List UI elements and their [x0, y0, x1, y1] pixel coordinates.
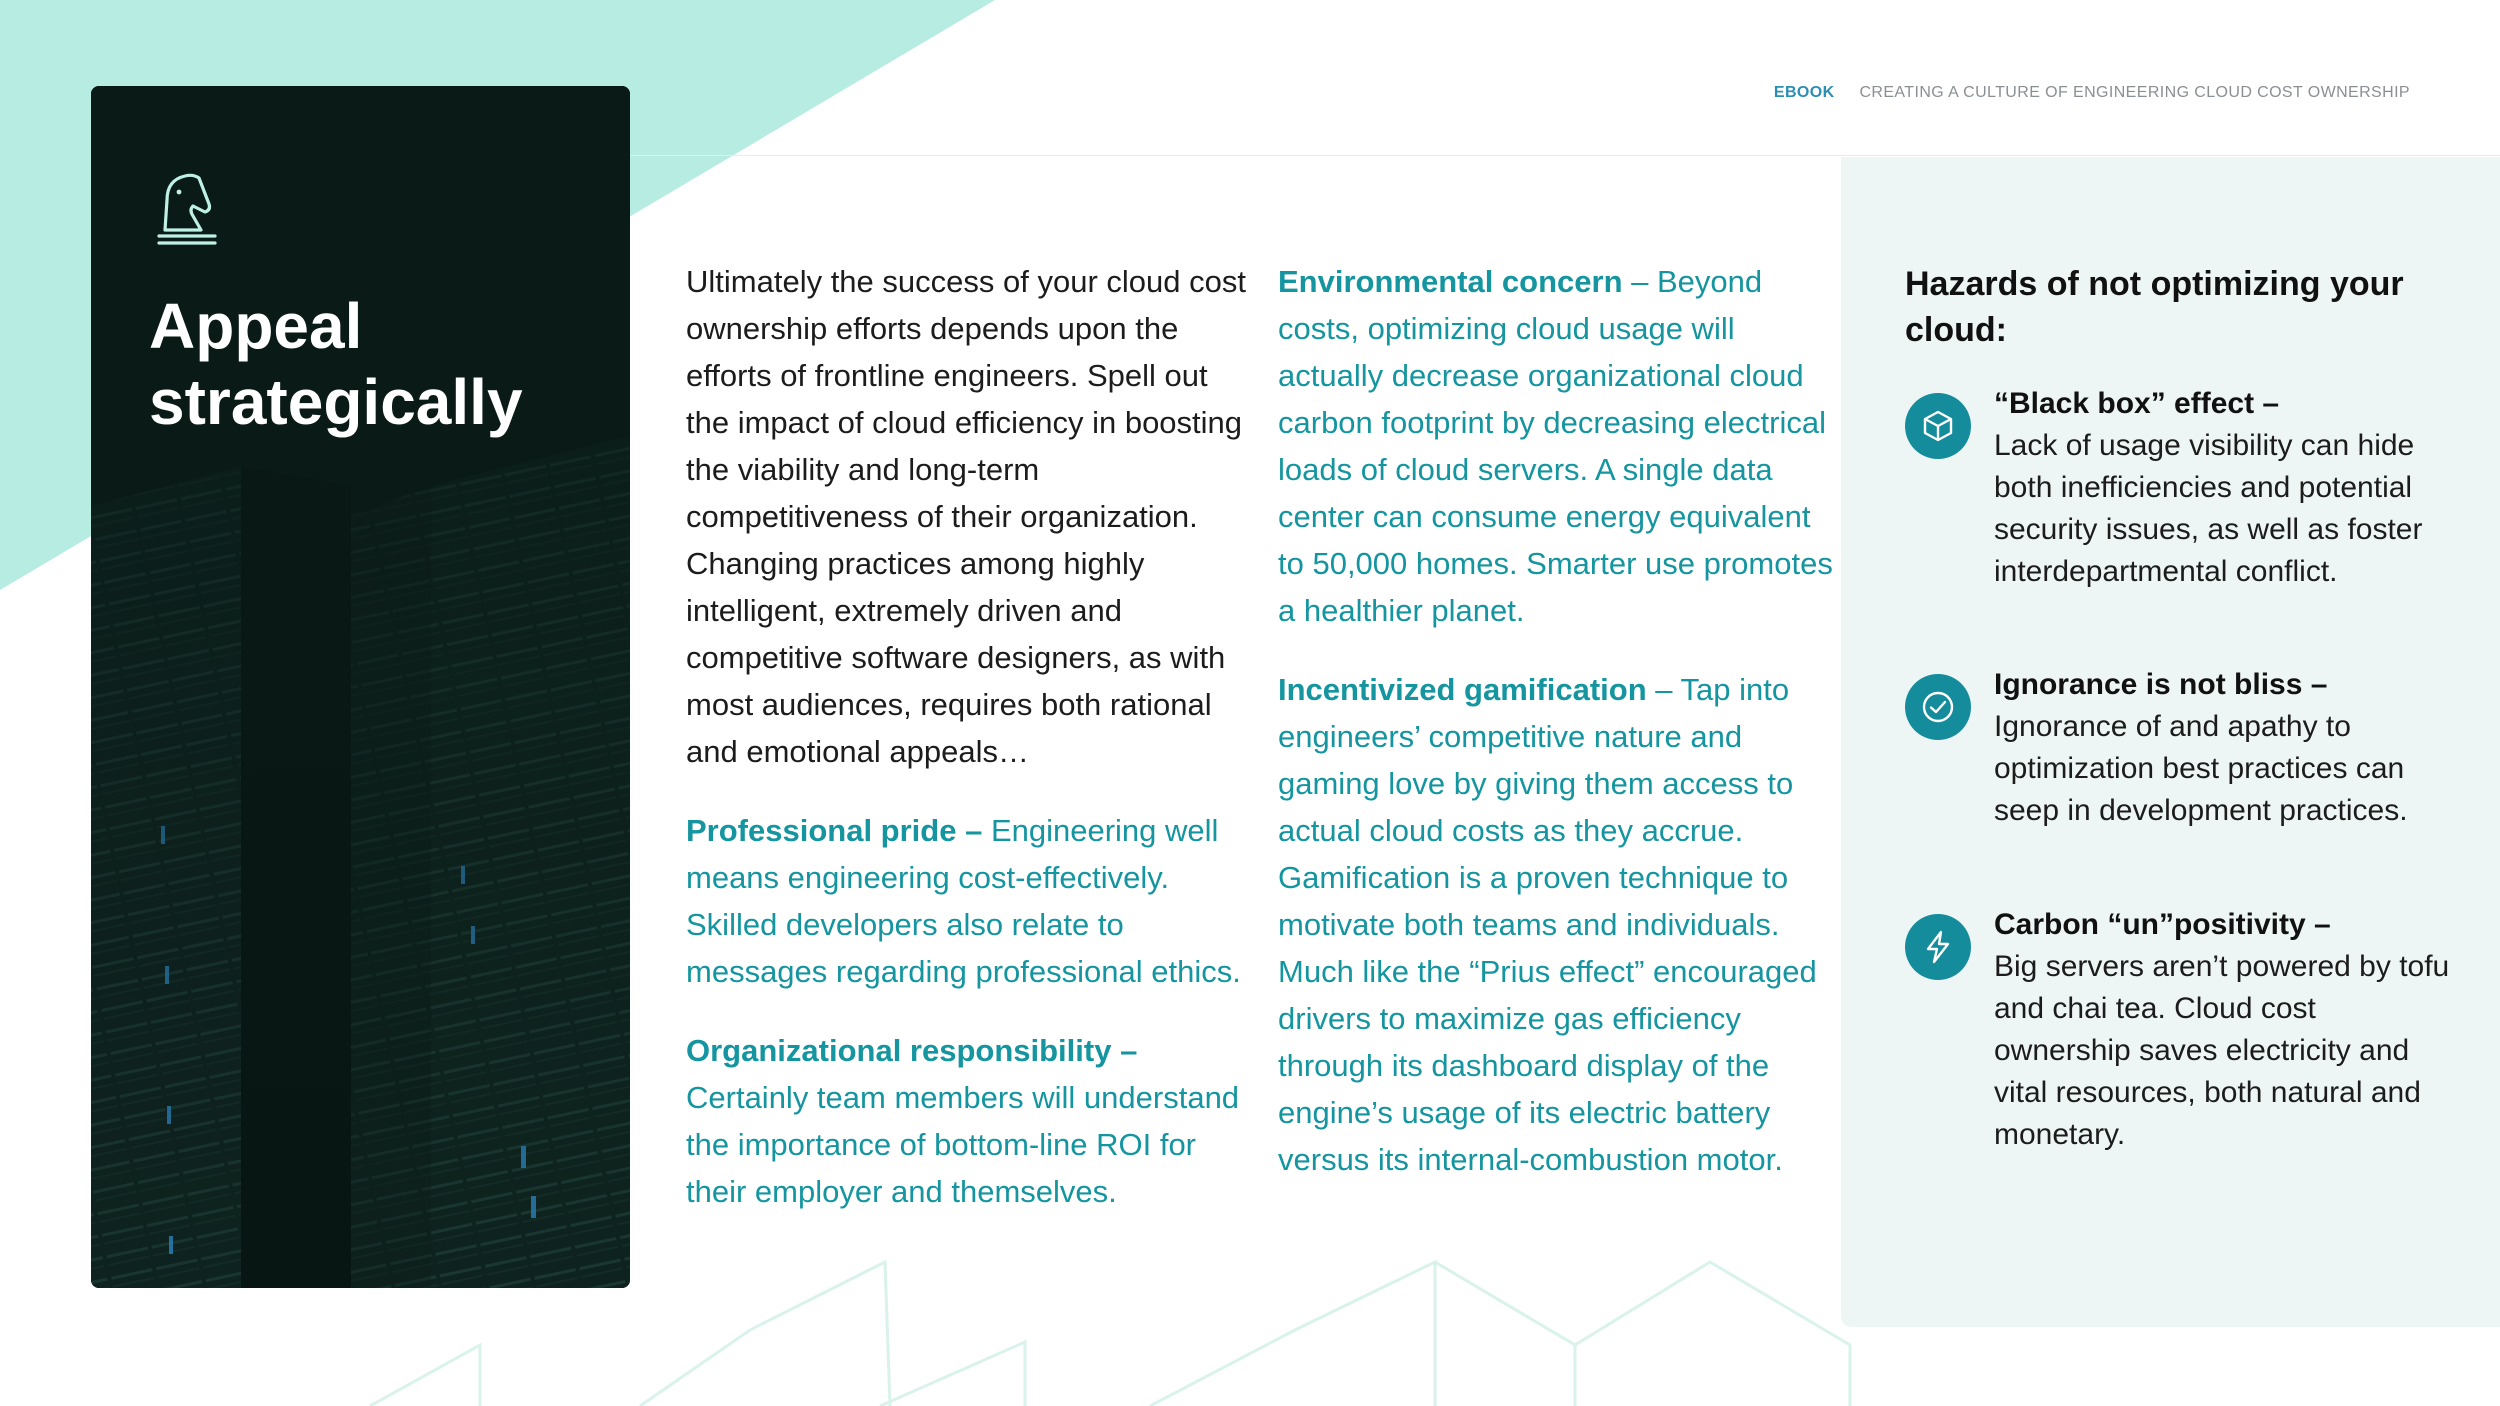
server-rack-image — [91, 86, 630, 1288]
header-divider — [630, 155, 2500, 156]
ebook-tag: EBOOK — [1773, 84, 1835, 101]
hazard-heading: Ignorance is not bliss – — [1994, 668, 2328, 701]
lightning-icon — [1905, 914, 1971, 980]
hazards-panel — [1841, 157, 2500, 1327]
hazard-body: Lack of usage visibility can hide both inefficiencies and potential security issues, as well as foster interdepartmental conflict. — [1994, 429, 2423, 588]
point-body: Certainly team members will understand the importance of bottom-line ROI for their employer and themselves. — [686, 1080, 1240, 1209]
cube-icon — [1905, 393, 1971, 459]
intro-paragraph: Ultimately the success of your cloud cost ownership efforts depends upon the efforts of frontline engineers. Spell out the impact of cloud efficiency in boosting the viability and long-term competitiveness of their organization. Changing practices among highly intelligent, extremely driven and competitive software designers, as with most audiences, requires both rational and emotional appeals… — [686, 264, 1246, 769]
publication-title: CREATING A CULTURE OF ENGINEERING CLOUD COST OWNERSHIP — [1859, 84, 2410, 101]
point-professional-pride — [686, 807, 1246, 995]
point-body: – Tap into engineers’ competitive nature and gaming love by giving them access to actual cloud costs as they accrue. Gamification is a proven technique to motivate both teams and individuals. Much like the “Prius effect” encouraged drivers to maximize gas efficiency through its dashboard display of the engine’s usage of its electric battery versus its internal-combustion motor. — [1278, 672, 1817, 1177]
hazard-heading: “Black box” effect – — [1994, 387, 2280, 420]
hazard-body: Ignorance of and apathy to optimization best practices can seep in development practices. — [1994, 710, 2408, 827]
point-body: – Beyond costs, optimizing cloud usage will actually decrease organizational cloud carbon footprint by decreasing electrical loads of cloud servers. A single data center can consume energy equivalent to 50,000 homes. Smarter use promotes a healthier planet. — [1278, 264, 1833, 628]
point-heading: Environmental concern — [1278, 264, 1623, 299]
point-organizational-responsibility — [686, 1027, 1246, 1215]
hazard-text — [1994, 383, 2454, 593]
point-heading: Incentivized gamification — [1278, 672, 1647, 707]
hazard-text — [1994, 904, 2454, 1156]
point-incentivized-gamification — [1278, 666, 1838, 1183]
section-title: Appeal strategically — [149, 290, 523, 438]
section-card — [91, 86, 630, 1288]
body-column-1 — [686, 258, 1246, 1247]
check-circle-icon — [1905, 674, 1971, 740]
point-body: Engineering well means engineering cost-effectively. Skilled developers also relate to messages regarding professional ethics. — [686, 813, 1241, 989]
point-environmental-concern — [1278, 258, 1838, 634]
body-column-2 — [1278, 258, 1838, 1215]
hazards-title: Hazards of not optimizing your cloud: — [1905, 265, 2404, 349]
hazard-body: Big servers aren’t powered by tofu and chai tea. Cloud cost ownership saves electricity and vital resources, both natural and monetary. — [1994, 950, 2450, 1151]
hazard-text — [1994, 664, 2454, 832]
hazard-heading: Carbon “un”positivity – — [1994, 908, 2331, 941]
point-heading: Organizational responsibility – — [686, 1033, 1138, 1068]
running-header — [1774, 84, 2410, 102]
chess-knight-icon — [155, 170, 219, 246]
point-heading: Professional pride – — [686, 813, 983, 848]
